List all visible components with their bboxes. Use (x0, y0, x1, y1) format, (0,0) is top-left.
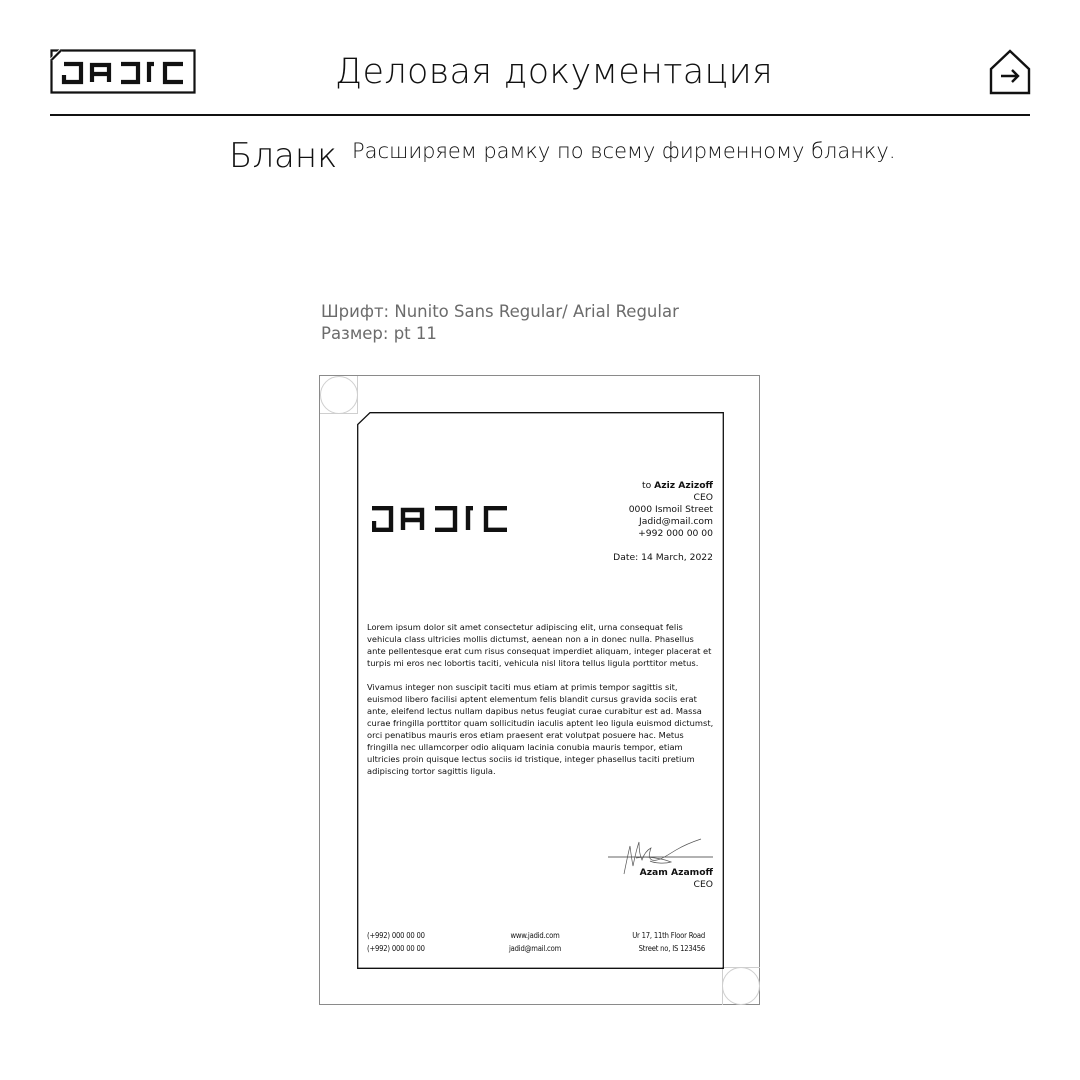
recipient-phone: +992 000 00 00 (638, 528, 713, 539)
jadid-logo[interactable] (50, 49, 196, 94)
signer-block (640, 867, 713, 891)
font-family-line: Шрифт: Nunito Sans Regular/ Arial Regular (321, 302, 679, 321)
recipient-position: CEO (693, 492, 713, 503)
footer-phone-2: (+992) 000 00 00 (367, 943, 425, 953)
footer-address (632, 930, 705, 955)
recipient-street: 0000 Ismoil Street (628, 504, 713, 515)
section-title: Бланк (229, 136, 338, 176)
font-size-line: Размер: pt 11 (321, 324, 437, 343)
signer-position: CEO (693, 879, 713, 890)
footer-phones (367, 930, 425, 955)
house-arrow-icon[interactable] (989, 49, 1031, 95)
corner-circle-bottom-right (722, 967, 760, 1005)
font-info (321, 301, 679, 345)
body-paragraph-2: Vivamus integer non suscipit taciti mus etiam at primis tempor sagittis sit, euismod libero facilisi aptent elementum felis blandit cursus gravida sociis erat ante, eleifend lectus nullam dapibus netus feugiat curae curabitur est ad. Massa curae fringilla porttitor quam sollicitudin iaculis aptent leo ligula euismod dictumst, orci penatibus mauris eros etiam praesent erat volutpat posuere hac. Metus fringilla nec ullamcorper odio aliquam lacinia conubia mauris tempor, etiam ultricies proin quisque lectus sociis id tristique, integer phasellus taciti pretium adipiscing tortor sagittis ligula. (367, 682, 714, 776)
letter-date: Date: 14 March, 2022 (613, 552, 713, 563)
header-divider (50, 114, 1030, 116)
signer-name: Azam Azamoff (639, 867, 713, 878)
footer-phone-1: (+992) 000 00 00 (367, 931, 425, 940)
letterhead-logo (372, 506, 508, 532)
recipient-name: Aziz Azizoff (654, 480, 713, 491)
section-description: Расширяем рамку по всему фирменному бланку. (352, 139, 896, 163)
page-title: Деловая документация (335, 52, 773, 92)
footer-email: jadid@mail.com (508, 943, 562, 953)
recipient-email: Jadid@mail.com (639, 516, 713, 527)
footer-address-2: Street no, IS 123456 (638, 943, 705, 953)
footer-contacts (505, 930, 565, 955)
recipient-block (629, 480, 713, 540)
corner-circle-top-left (320, 376, 358, 414)
footer-address-1: Ur 17, 11th Floor Road (632, 931, 705, 940)
body-paragraph-1: Lorem ipsum dolor sit amet consectetur adipiscing elit, urna consequat felis vehicula class ultricies mollis dictumst, aenean non a in donec nulla. Phasellus ante pellentesque erat cum risus consequat imperdiet aliquam, integer placerat et turpis mi eros nec lobortis taciti, vehicula nisl litora tellus ligula porttitor metus. (367, 622, 712, 668)
footer-website: www.jadid.com (510, 931, 560, 940)
letter-body (367, 621, 715, 789)
recipient-prefix: to (641, 480, 655, 491)
